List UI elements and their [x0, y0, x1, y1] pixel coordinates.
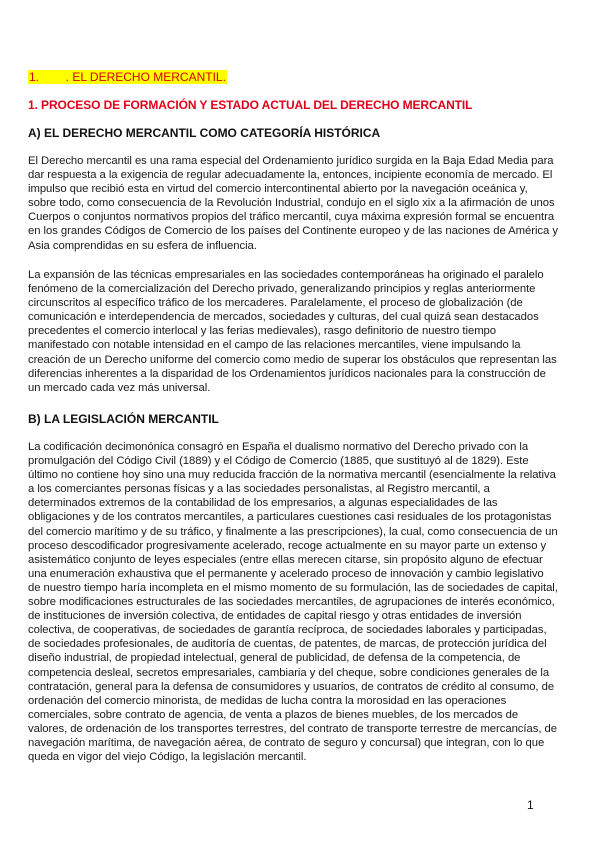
page-number: 1	[527, 798, 534, 812]
subsection-b-title: B) LA LEGISLACIÓN MERCANTIL	[28, 412, 219, 426]
paragraph-3: La codificación decimonónica consagró en España el dualismo normativo del Derecho privado con la promulgación del Código Civil (1889) y el Código de Comercio (1885, que sustituyó al de 1829). Este último no contiene hoy sino una muy reducida fracción de la normativa mercantil (esencialmente la relativa a los comerciantes personas físicas y a las sociedades personalistas, al Registro mercantil, a determinados extremos de la contabilidad de los empresarios, a algunas especialidades de las obligaciones y de los contratos mercantiles, a particulares cuestiones casi residuales de los protagonistas del comercio marítimo y de su tráfico, y finalmente a las prescripciones), la cual, como consecuencia de un proceso descodificador progresivamente acelerado, recoge actualmente en su mayor parte un extenso y asistemático conjunto de leyes especiales (entre ellas merecen citarse, sin propósito alguno de efectuar una enumeración exhaustiva que el permanente y acelerado proceso de innovación y cambio legislativo de nuestro tiempo haría incompleta en el mismo momento de su formulación, las de sociedades de capital, sobre modificaciones estructurales de las sociedades mercantiles, de agrupaciones de interés económico, de instituciones de inversión colectiva, de entidades de capital riesgo y otras entidades de inversión colectiva, de cooperativas, de sociedades de garantía recíproca, de sociedades laborales y participadas, de sociedades profesionales, de auditoría de cuentas, de patentes, de marcas, de protección jurídica del diseño industrial, de propiedad intelectual, general de publicidad, de defensa de la competencia, de competencia desleal, secretos empresariales, cambiaria y del cheque, sobre condiciones generales de la contratación, general para la defensa de consumidores y usuarios, de contratos de crédito al consumo, de ordenación del comercio minorista, de medidas de lucha contra la morosidad en las operaciones comerciales, sobre contrato de agencia, de venta a plazos de bienes muebles, de los mercados de valores, de ordenación de los transportes terrestres, del contrato de transporte terrestre de mercancías, de navegación marítima, de navegación aérea, de contrato de seguro y concursal) que integran, con lo que queda en vigor del viejo Código, la legislación mercantil.	[28, 441, 558, 764]
paragraph-1: El Derecho mercantil es una rama especial del Ordenamiento jurídico surgida en la Baja Edad Media para dar respuesta a la exigencia de regular adecuadamente la, entonces, incipiente economía de mercado. El impulso que recibió esta en virtud del comercio intercontinental abierto por la navegación oceánica y, sobre todo, como consecuencia de la Revolución Industrial, condujo en el siglo xix a la afirmación de unos Cuerpos o conjuntos normativos propios del tráfico mercantil, cuya máxima expresión formal se encuentra en los grandes Códigos de Comercio de los países del Continente europeo y de las naciones de América y Asia comprendidas en su esfera de influencia.	[28, 155, 558, 252]
paragraph-2: La expansión de las técnicas empresariales en las sociedades contemporáneas ha originado el paralelo fenómeno de la comercialización del Derecho privado, generalizando principios y reglas anteriormente circunscritos al específico tráfico de los mercaderes. Paralelamente, el proceso de globalización (de comunicación e interdependencia de mercados, sociedades y culturas, del cual quizá sean destacados precedentes el comercio interlocal y las ferias medievales), rasgo definitorio de nuestro tiempo manifestado con notable intensidad en el campo de las relaciones mercantiles, viene impulsando la creación de un Derecho uniforme del comercio como medio de superar los obstáculos que representan las diferencias inherentes a la disparidad de los Ordenamientos jurídicos nacionales para la construcción de un mercado cada vez más universal.	[28, 269, 557, 394]
chapter-heading: 1. . EL DERECHO MERCANTIL.	[29, 70, 226, 84]
subsection-a-title: A) EL DERECHO MERCANTIL COMO CATEGORÍA HISTÓRICA	[28, 126, 381, 140]
section-title: 1. PROCESO DE FORMACIÓN Y ESTADO ACTUAL DEL DERECHO MERCANTIL	[28, 98, 473, 112]
